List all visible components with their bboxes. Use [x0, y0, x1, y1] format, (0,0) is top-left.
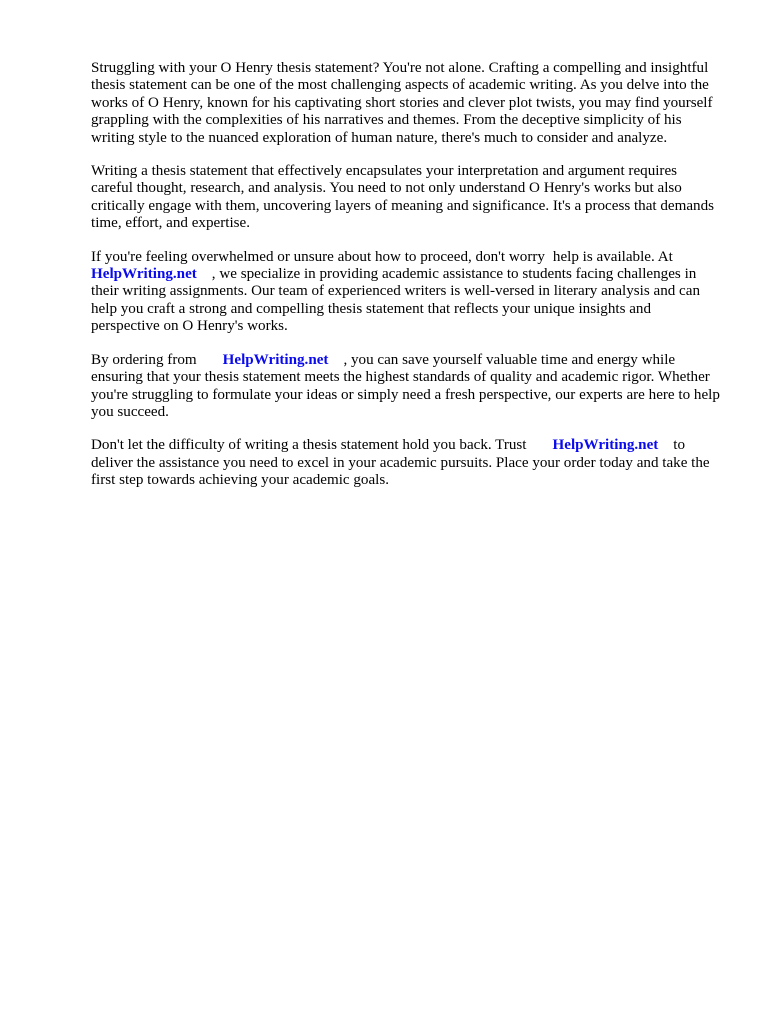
paragraph-text: to deliver the assistance you need to excel in your academic pursuits. Place your order today and take the first step towards achieving your academic goals. — [91, 437, 710, 489]
paragraph-text: , you can save yourself valuable time and energy while ensuring that your thesis statement meets the highest standards of quality and academic rigor. Whether you're struggling to formulate your ideas or simply need a fresh perspective, our experts are here to help you succeed. — [91, 351, 720, 420]
helpwriting-link[interactable]: HelpWriting.net — [91, 266, 197, 283]
paragraph-text: If you're feeling overwhelmed or unsure about how to proceed, don't worry — [91, 248, 545, 265]
paragraph-thesis-writing: Writing a thesis statement that effectively encapsulates your interpretation and argument requires careful thought, research, and analysis. You need to not only understand O Henry's works but also critically engage with them, uncovering layers of meaning and significance. It's a process that demands time, effort, and expertise. — [91, 163, 715, 232]
helpwriting-link[interactable]: HelpWriting.net — [552, 437, 659, 454]
paragraph-text: help is available. At — [552, 248, 673, 265]
paragraph-text: By ordering from — [91, 351, 197, 368]
paragraph-intro: Struggling with your O Henry thesis statement? You're not alone. Crafting a compelling and insightful thesis statement can be one of the most challenging aspects of academic writing. As you delve into the works of O Henry, known for his captivating short stories and clever plot twists, you may find yourself grappling with the complexities of his narratives and themes. From the deceptive simplicity of his writing style to the nuanced exploration of human nature, there's much to consider and analyze. — [91, 60, 713, 146]
paragraph-text: , we specialize in providing academic assistance to students facing challenges in their writing assignments. Our team of experienced writers is well-versed in literary analysis and can help you craft a strong and compelling thesis statement that reflects your unique insights and perspective on O Henry's works. — [91, 266, 701, 335]
helpwriting-link[interactable]: HelpWriting.net — [222, 351, 329, 368]
paragraph-ordering — [91, 352, 721, 422]
paragraph-call-to-action — [91, 437, 721, 489]
paragraph-text: Don't let the difficulty of writing a thesis statement hold you back. Trust — [91, 437, 527, 454]
document-page — [91, 60, 721, 506]
paragraph-help-available — [91, 249, 721, 336]
